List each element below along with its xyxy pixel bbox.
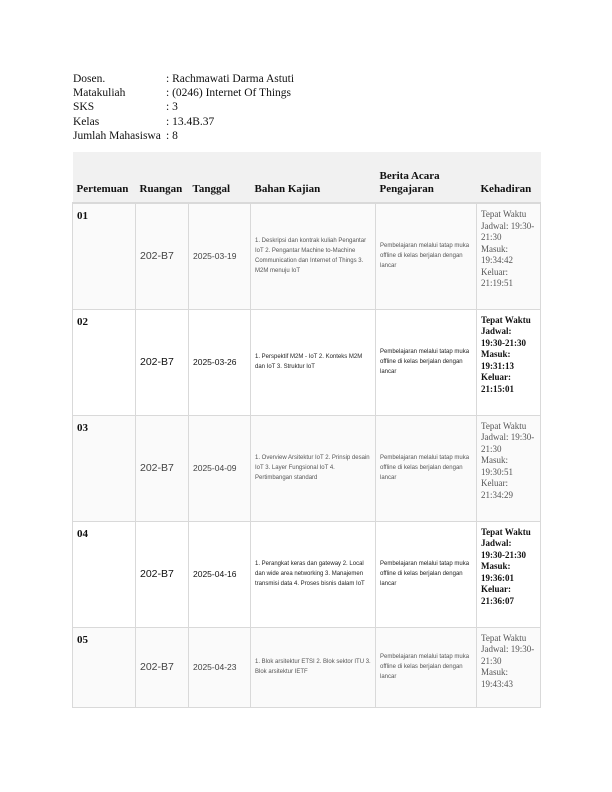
kehadiran-cell bbox=[477, 521, 541, 627]
header-pertemuan: Pertemuan bbox=[73, 152, 136, 203]
tanggal-cell: 2025-04-16 bbox=[189, 521, 251, 627]
kehadiran-keluar: Keluar: 21:36:07 bbox=[481, 584, 514, 606]
kehadiran-jadwal: Jadwal: 19:30-21:30 bbox=[481, 644, 535, 666]
sks-label: SKS bbox=[73, 101, 95, 114]
kehadiran-cell bbox=[477, 415, 541, 521]
kehadiran-masuk: Masuk: 19:36:01 bbox=[481, 561, 514, 583]
course-info bbox=[73, 72, 294, 143]
attendance-table bbox=[72, 152, 541, 708]
kelas-label: Kelas bbox=[73, 115, 100, 128]
kehadiran-keluar: Keluar: 21:15:01 bbox=[481, 372, 514, 394]
header-bahan-kajian: Bahan Kajian bbox=[251, 152, 376, 203]
tanggal-cell: 2025-04-09 bbox=[189, 415, 251, 521]
ruangan-cell: 202-B7 bbox=[136, 415, 189, 521]
kehadiran-keluar: Keluar: 21:19:51 bbox=[481, 266, 514, 288]
matakuliah-value: : (0246) Internet Of Things bbox=[166, 87, 291, 100]
pertemuan-cell: 05 bbox=[73, 627, 136, 707]
kehadiran-status: Tepat Waktu bbox=[481, 526, 531, 537]
dosen-value: : Rachmawati Darma Astuti bbox=[166, 73, 295, 85]
berita-acara-cell: Pembelajaran melalui tatap muka offline di kelas berjalan dengan lancar bbox=[376, 415, 477, 521]
sks-value: : 3 bbox=[166, 101, 178, 114]
jumlah-value: : 8 bbox=[166, 129, 178, 142]
pertemuan-cell: 01 bbox=[73, 203, 136, 309]
info-row-dosen bbox=[73, 72, 294, 86]
bahan-kajian-cell: 1. Perspektif M2M - IoT 2. Konteks M2M dan IoT 3. Struktur IoT bbox=[251, 309, 376, 415]
kehadiran-status: Tepat Waktu bbox=[481, 209, 527, 219]
berita-acara-cell: Pembelajaran melalui tatap muka offline di kelas berjalan dengan lancar bbox=[376, 521, 477, 627]
table-row bbox=[73, 309, 541, 415]
kehadiran-jadwal: Jadwal: 19:30-21:30 bbox=[481, 326, 526, 348]
table-row bbox=[73, 203, 541, 309]
kehadiran-jadwal: Jadwal: 19:30-21:30 bbox=[481, 432, 535, 454]
kelas-value: : 13.4B.37 bbox=[166, 115, 215, 128]
kehadiran-masuk: Masuk: 19:43:43 bbox=[481, 667, 514, 689]
bahan-kajian-cell: 1. Overview Arsitektur IoT 2. Prinsip desain IoT 3. Layer Fungsional IoT 4. Pertimbangan standard bbox=[251, 415, 376, 521]
kehadiran-masuk: Masuk: 19:31:13 bbox=[481, 349, 514, 371]
ruangan-cell: 202-B7 bbox=[136, 309, 189, 415]
info-row-sks bbox=[73, 100, 294, 114]
dosen-label: Dosen. bbox=[73, 73, 106, 85]
kehadiran-jadwal: Jadwal: 19:30-21:30 bbox=[481, 538, 526, 560]
jumlah-label: Jumlah Mahasiswa bbox=[73, 129, 161, 142]
table-row bbox=[73, 627, 541, 707]
header-ruangan: Ruangan bbox=[136, 152, 189, 203]
info-row-kelas bbox=[73, 115, 294, 129]
kehadiran-status: Tepat Waktu bbox=[481, 632, 527, 643]
ruangan-cell: 202-B7 bbox=[136, 521, 189, 627]
info-row-jumlah bbox=[73, 129, 294, 143]
kehadiran-masuk: Masuk: 19:30:51 bbox=[481, 455, 514, 477]
berita-acara-cell: Pembelajaran melalui tatap muka offline di kelas berjalan dengan lancar bbox=[376, 309, 477, 415]
berita-acara-cell: Pembelajaran melalui tatap muka offline di kelas berjalan dengan lancar bbox=[376, 627, 477, 707]
bahan-kajian-cell: 1. Deskripsi dan kontrak kuliah Pengantar IoT 2. Pengantar Machine to-Machine Communication dan Internet of Things 3. M2M menuju IoT bbox=[251, 203, 376, 309]
berita-acara-cell: Pembelajaran melalui tatap muka offline di kelas berjalan dengan lancar bbox=[376, 203, 477, 309]
header-kehadiran: Kehadiran bbox=[477, 152, 541, 203]
kehadiran-cell bbox=[477, 309, 541, 415]
bahan-kajian-cell: 1. Perangkat keras dan gateway 2. Local dan wide area networking 3. Manajemen transmisi data 4. Proses bisnis dalam IoT bbox=[251, 521, 376, 627]
pertemuan-cell: 02 bbox=[73, 309, 136, 415]
pertemuan-cell: 03 bbox=[73, 415, 136, 521]
header-berita-acara: Berita Acara Pengajaran bbox=[376, 152, 477, 203]
info-row-matakuliah bbox=[73, 86, 294, 100]
tanggal-cell: 2025-03-19 bbox=[189, 203, 251, 309]
bahan-kajian-cell: 1. Blok arsitektur ETSI 2. Blok sektor ITU 3. Blok arsitektur IETF bbox=[251, 627, 376, 707]
ruangan-cell: 202-B7 bbox=[136, 627, 189, 707]
tanggal-cell: 2025-03-26 bbox=[189, 309, 251, 415]
kehadiran-cell bbox=[477, 203, 541, 309]
header-tanggal: Tanggal bbox=[189, 152, 251, 203]
kehadiran-masuk: Masuk: 19:34:42 bbox=[481, 243, 514, 265]
kehadiran-cell bbox=[477, 627, 541, 707]
table-header-row bbox=[73, 152, 541, 203]
tanggal-cell: 2025-04-23 bbox=[189, 627, 251, 707]
pertemuan-cell: 04 bbox=[73, 521, 136, 627]
table-row bbox=[73, 521, 541, 627]
matakuliah-label: Matakuliah bbox=[73, 87, 126, 100]
kehadiran-status: Tepat Waktu bbox=[481, 420, 527, 431]
kehadiran-keluar: Keluar: 21:34:29 bbox=[481, 478, 514, 500]
table-row bbox=[73, 415, 541, 521]
ruangan-cell: 202-B7 bbox=[136, 203, 189, 309]
kehadiran-status: Tepat Waktu bbox=[481, 314, 531, 325]
kehadiran-jadwal: Jadwal: 19:30-21:30 bbox=[481, 220, 535, 242]
